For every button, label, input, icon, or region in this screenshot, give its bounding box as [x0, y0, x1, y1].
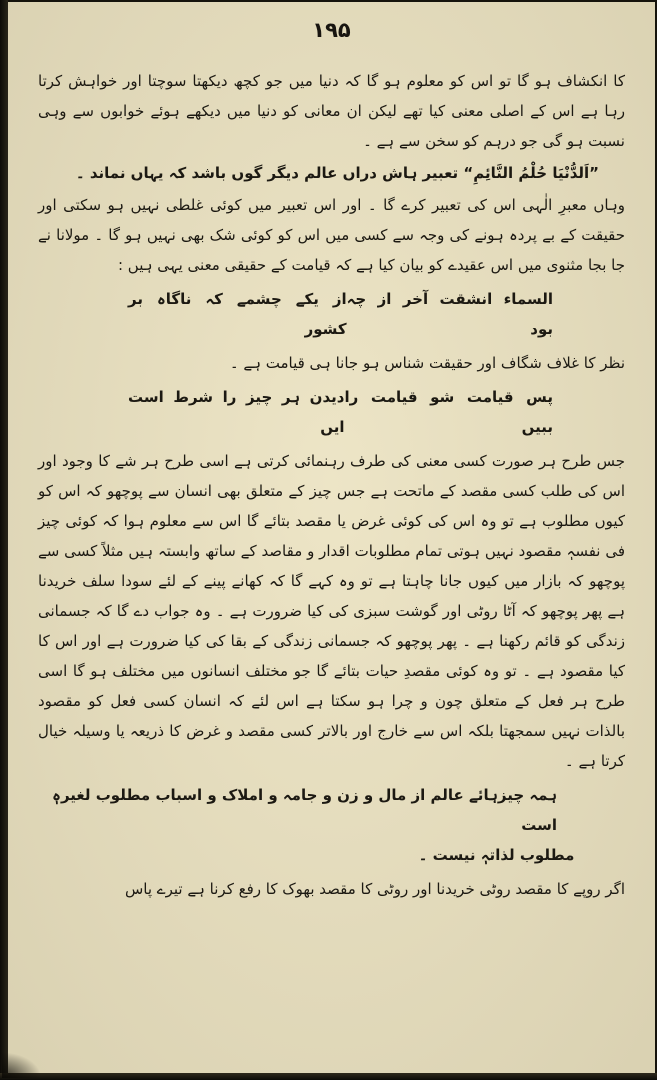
hemistich: دیدن ہر چیز را شرط است ایں	[128, 388, 345, 436]
paragraph: کا انکشاف ہو گا تو اس کو معلوم ہو گا کہ دنیا میں جو کچھ دیکھتا سوچتا اور خواہش کرتا رہا ہے اس کے اصلی معنی کیا تھے لیکن ان معانی کو دنیا میں دیکھے ہوئے خوابوں سے وہی نسبت ہو گی جو درہم کو سخن سے ہے ۔	[38, 72, 625, 150]
arabic-quote: ”اَلدُّنْیَا حُلْمُ النَّائِمِ“ تعبیر ہاش دراں عالم دیگر گوں باشد کہ یہاں نماند ۔	[75, 164, 599, 182]
page-body	[8, 2, 655, 1073]
hemistich: از یکے چشمے کہ ناگاہ بر کشور	[128, 290, 347, 338]
paragraph: اگر روپے کا مقصد روٹی خریدنا اور روٹی کا مقصد بھوک کا رفع کرنا ہے تیرے پاس	[124, 880, 625, 898]
page-text	[38, 66, 625, 904]
paragraph: نظر کا غلاف شگاف اور حقیقت شناس ہو جانا ہی قیامت ہے ۔	[229, 354, 625, 372]
verse-couplet	[38, 284, 625, 344]
paragraph: جس طرح ہر صورت کسی معنی کی طرف رہنمائی کرتی ہے اسی طرح ہر شے کا وجود اور اس کی طلب کسی مقصد کے ماتحت ہے جس چیز کے متعلق بھی انسان سے پوچھو کہ اس کو کیوں مطلوب ہے تو وہ اس کی کوئی غرض یا مقصد بتائے گا اس سے معلوم ہوا کہ کوئی چیز فی نفسہٖ مقصود نہیں ہوتی تمام مطلوبات اقدار و مقاصد کے ساتھ وابستہ ہیں مثلاً کسی سے پوچھو کہ بازار میں کیوں جانا چاہتا ہے تو وہ کہے گا کہ کھانے پینے کے لئے سودا سلف خریدنا ہے پھر پوچھو کہ آٹا روٹی اور گوشت سبزی کی کیا ضرورت ہے ۔ وہ جواب دے گا کہ جسمانی زندگی کو قائم رکھنا ہے ۔ پھر پوچھو کہ جسمانی زندگی کے بقا کی کیا ضرورت ہے اور اس کا کیا مقصود ہے ۔ تو وہ کوئی مقصدِ حیات بتائے گا جو مختلف انسانوں میں مختلف ہو گا اسی طرح ہر فعل کے متعلق چون و چرا ہو سکتا ہے اس لئے کہ انسان کسی فعل کو مقصود بالذات نہیں سمجھتا بلکہ اس سے خارج اور بالاتر کسی مقصد و غرض کا ذریعہ یا وسیلہ خیال کرتا ہے ۔	[38, 452, 625, 770]
quote-line: ہمہ چیزہائے عالم از مال و زن و جامہ و املاک و اسباب مطلوب لغیرہٖ است	[52, 786, 557, 834]
book-page	[8, 2, 655, 1073]
page-number: ۱۹۵	[312, 18, 351, 42]
scan-corner-smudge	[2, 1052, 42, 1078]
hemistich: السماء انشقت آخر از چہ بود	[346, 290, 553, 338]
quote-line: مطلوب لذاتہٖ نیست ۔	[418, 846, 575, 864]
hemistich: پس قیامت شو قیامت را ببیں	[344, 388, 553, 436]
paragraph: وہاں معبرِ الٰہی اس کی تعبیر کرے گا ۔ اور اس تعبیر میں کوئی غلطی نہیں ہو سکتی اور حقیقت کے بے پردہ ہونے کی وجہ سے کسی میں اس کو کوئی شک بھی نہیں ہو گا ۔ مولانا نے جا بجا مثنوی میں اس عقیدے کو بیان کیا ہے کہ قیامت کے حقیقی معنی یہی ہیں :	[38, 196, 625, 274]
scan-edge-bottom	[0, 1073, 657, 1080]
quote-block	[38, 780, 625, 870]
scan-edge-left	[0, 0, 8, 1080]
verse-couplet	[38, 382, 625, 442]
